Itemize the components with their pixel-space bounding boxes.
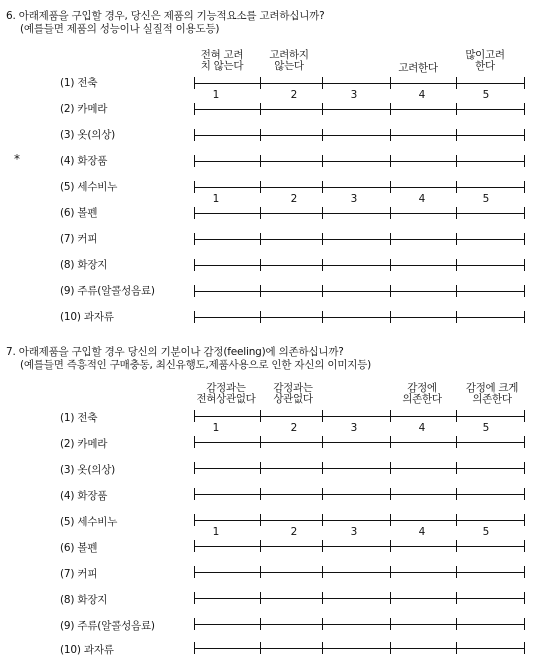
scale-tick [390,285,391,297]
rating-scale[interactable] [194,285,524,297]
scale-tick [260,514,261,526]
scale-number: 3 [350,193,358,205]
scale-tick [456,436,457,448]
scale-line [194,265,524,266]
scale-tick [524,462,525,474]
scale-tick [456,540,457,552]
scale-number: 5 [482,193,490,205]
item-label: (1) 전축 [60,77,98,89]
scale-tick [456,155,457,167]
q7-header-5: 감정에 크게 의존한다 [465,382,519,405]
scale-tick [390,540,391,552]
scale-tick [456,77,457,89]
rating-scale[interactable] [194,488,524,500]
scale-tick [456,618,457,630]
scale-tick [260,259,261,271]
scale-tick [524,233,525,245]
item-label: (6) 볼펜 [60,207,98,219]
scale-number: 5 [482,89,490,101]
scale-tick [194,77,195,89]
scale-number: 4 [418,193,426,205]
scale-tick [524,618,525,630]
scale-tick [194,618,195,630]
scale-tick [524,285,525,297]
scale-tick [456,488,457,500]
scale-line [194,187,524,188]
scale-tick [322,514,323,526]
q7-header-2: 감정과는 상관없다 [273,382,313,405]
scale-tick [322,642,323,654]
scale-tick [194,207,195,219]
rating-scale[interactable] [194,642,524,654]
rating-scale[interactable] [194,410,524,422]
rating-scale[interactable] [194,566,524,578]
scale-number: 1 [212,193,220,205]
scale-number: 5 [482,526,490,538]
scale-tick [390,181,391,193]
scale-tick [456,233,457,245]
scale-tick [390,566,391,578]
scale-tick [194,566,195,578]
scale-number: 1 [212,422,220,434]
item-label: (1) 전축 [60,412,98,424]
scale-tick [322,462,323,474]
scale-tick [456,642,457,654]
scale-tick [524,436,525,448]
scale-tick [390,642,391,654]
scale-tick [322,618,323,630]
scale-number: 1 [212,526,220,538]
rating-scale[interactable] [194,540,524,552]
rating-scale[interactable] [194,514,524,526]
scale-tick [390,155,391,167]
scale-line [194,624,524,625]
item-label: (9) 주류(알콜성음료) [60,285,155,297]
scale-tick [456,129,457,141]
scale-tick [524,259,525,271]
scale-tick [456,181,457,193]
scale-tick [524,103,525,115]
scale-number: 3 [350,422,358,434]
scale-line [194,598,524,599]
rating-scale[interactable] [194,311,524,323]
scale-line [194,161,524,162]
scale-tick [322,311,323,323]
scale-tick [524,311,525,323]
scale-tick [260,311,261,323]
scale-tick [390,259,391,271]
scale-line [194,442,524,443]
scale-tick [322,129,323,141]
scale-tick [260,488,261,500]
rating-scale[interactable] [194,592,524,604]
item-label: (7) 커피 [60,233,98,245]
scale-tick [194,233,195,245]
scale-number: 4 [418,89,426,101]
q6-header-2: 고려하지 않는다 [269,49,309,72]
scale-line [194,83,524,84]
item-label: (5) 세수비누 [60,181,118,193]
rating-scale[interactable] [194,207,524,219]
scale-tick [390,462,391,474]
scale-tick [390,618,391,630]
scale-tick [524,566,525,578]
item-label: (7) 커피 [60,568,98,580]
scale-number: 1 [212,89,220,101]
item-label: (2) 카메라 [60,103,108,115]
scale-tick [390,436,391,448]
scale-tick [194,311,195,323]
scale-tick [390,233,391,245]
scale-tick [456,207,457,219]
scale-line [194,416,524,417]
scale-tick [456,285,457,297]
scale-line [194,109,524,110]
scale-line [194,494,524,495]
scale-tick [194,410,195,422]
scale-tick [390,410,391,422]
scale-tick [390,77,391,89]
scale-tick [322,233,323,245]
scale-tick [260,285,261,297]
scale-tick [194,436,195,448]
q6-header-4: 고려한다 [398,62,438,74]
q6-subtitle: (예를들면 제품의 성능이나 실질적 이용도등) [20,23,220,35]
scale-tick [524,77,525,89]
rating-scale[interactable] [194,462,524,474]
scale-tick [260,129,261,141]
scale-tick [260,155,261,167]
q7-header-1: 감정과는 전혀상관없다 [196,382,256,405]
scale-tick [524,592,525,604]
scale-tick [456,259,457,271]
item-label: (2) 카메라 [60,438,108,450]
scale-tick [390,514,391,526]
scale-number: 2 [290,422,298,434]
scale-tick [322,155,323,167]
item-label: (8) 화장지 [60,259,108,271]
scale-tick [194,181,195,193]
scale-tick [260,410,261,422]
scale-tick [524,540,525,552]
scale-tick [260,181,261,193]
scale-line [194,468,524,469]
scale-tick [260,77,261,89]
scale-number: 4 [418,526,426,538]
rating-scale[interactable] [194,436,524,448]
scale-tick [194,642,195,654]
scale-tick [194,592,195,604]
scale-tick [260,207,261,219]
scale-tick [390,311,391,323]
scale-line [194,572,524,573]
scale-tick [194,488,195,500]
scale-tick [322,592,323,604]
scale-tick [322,488,323,500]
scale-tick [260,566,261,578]
scale-line [194,648,524,649]
scale-tick [524,642,525,654]
scale-tick [260,642,261,654]
scale-tick [390,207,391,219]
q6-header-5: 많이고려 한다 [465,49,505,72]
scale-line [194,135,524,136]
item-label: (10) 과자류 [60,311,114,323]
scale-tick [260,618,261,630]
scale-line [194,239,524,240]
scale-tick [260,592,261,604]
scale-number: 5 [482,422,490,434]
item-label: (9) 주류(알콜성음료) [60,620,155,632]
item-label: (3) 옷(의상) [60,464,116,476]
scale-tick [260,540,261,552]
q7-title: 7. 아래제품을 구입할 경우 당신의 기분이나 감정(feeling)에 의존하십니까? [6,346,344,358]
scale-line [194,213,524,214]
scale-line [194,546,524,547]
scale-tick [194,155,195,167]
scale-tick [456,410,457,422]
q7-subtitle: (예를들면 즉흥적인 구매충동, 최신유행도,제품사용으로 인한 자신의 이미지등) [20,359,372,371]
q6-header-1: 전혀 고려 치 않는다 [200,49,244,72]
scale-tick [456,566,457,578]
scale-tick [524,207,525,219]
scale-number: 2 [290,89,298,101]
rating-scale[interactable] [194,618,524,630]
scale-number: 3 [350,526,358,538]
scale-number: 2 [290,193,298,205]
scale-line [194,520,524,521]
scale-tick [322,77,323,89]
scale-line [194,291,524,292]
scale-line [194,317,524,318]
scale-tick [194,514,195,526]
q6-star-mark: * [14,152,20,166]
q6-title: 6. 아래제품을 구입할 경우, 당신은 제품의 기능적요소를 고려하십니까? [6,10,325,22]
scale-tick [194,462,195,474]
scale-tick [194,285,195,297]
scale-tick [194,259,195,271]
scale-tick [322,436,323,448]
scale-tick [260,436,261,448]
scale-tick [390,129,391,141]
rating-scale[interactable] [194,129,524,141]
scale-tick [524,488,525,500]
q7-header-4: 감정에 의존한다 [402,382,442,405]
scale-tick [456,514,457,526]
rating-scale[interactable] [194,259,524,271]
rating-scale[interactable] [194,77,524,89]
scale-tick [194,103,195,115]
scale-tick [322,410,323,422]
scale-tick [390,488,391,500]
scale-tick [194,540,195,552]
scale-tick [390,592,391,604]
scale-tick [322,181,323,193]
rating-scale[interactable] [194,103,524,115]
scale-tick [322,285,323,297]
scale-tick [456,103,457,115]
item-label: (3) 옷(의상) [60,129,116,141]
scale-tick [456,462,457,474]
scale-tick [322,259,323,271]
item-label: (5) 세수비누 [60,516,118,528]
item-label: (8) 화장지 [60,594,108,606]
scale-tick [456,311,457,323]
scale-tick [322,566,323,578]
scale-number: 3 [350,89,358,101]
rating-scale[interactable] [194,181,524,193]
item-label: (10) 과자류 [60,644,114,656]
scale-tick [322,103,323,115]
item-label: (4) 화장품 [60,490,108,502]
scale-tick [322,540,323,552]
scale-tick [260,103,261,115]
scale-tick [524,514,525,526]
scale-tick [524,410,525,422]
scale-tick [260,462,261,474]
scale-number: 4 [418,422,426,434]
item-label: (4) 화장품 [60,155,108,167]
scale-tick [524,181,525,193]
scale-tick [194,129,195,141]
scale-number: 2 [290,526,298,538]
rating-scale[interactable] [194,155,524,167]
scale-tick [524,129,525,141]
item-label: (6) 볼펜 [60,542,98,554]
scale-tick [390,103,391,115]
scale-tick [260,233,261,245]
scale-tick [322,207,323,219]
scale-tick [524,155,525,167]
scale-tick [456,592,457,604]
rating-scale[interactable] [194,233,524,245]
